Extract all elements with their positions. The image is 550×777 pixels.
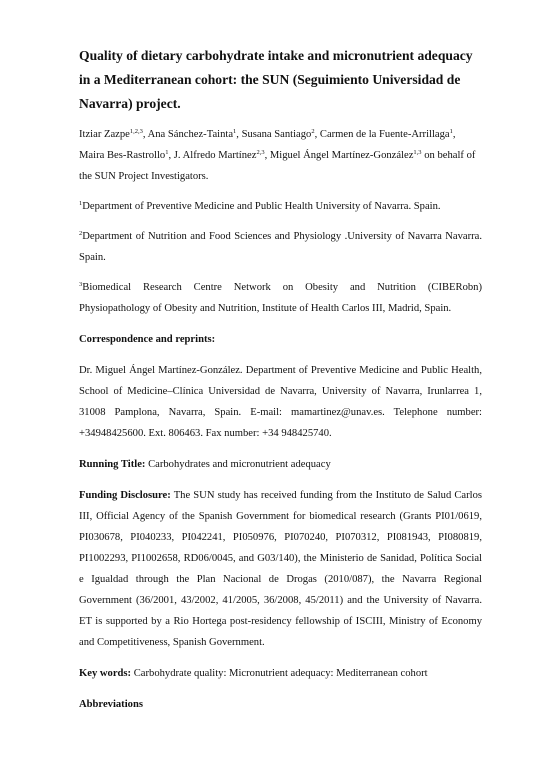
correspondence-heading	[79, 329, 482, 350]
affiliation-text: Biomedical Research Centre Network on Obesity and Nutrition (CIBERobn) Physiopathology of Obesity and Nutrition, Institute of Health Carlos III, Madrid, Spain.	[79, 282, 482, 314]
keywords-text: Carbohydrate quality: Micronutrient adequacy: Mediterranean cohort	[131, 668, 428, 679]
author-name: Itziar Zazpe	[79, 129, 130, 140]
author-separator: ,	[168, 150, 174, 161]
funding-label: Funding Disclosure:	[79, 490, 171, 501]
affiliation-text: Department of Preventive Medicine and Public Health University of Navarra. Spain.	[82, 201, 441, 212]
affiliation-number: 2	[79, 230, 83, 237]
author-separator: ,	[314, 129, 320, 140]
author-name: J. Alfredo Martínez	[173, 150, 257, 161]
author-affiliation-mark: 2,3	[256, 149, 265, 156]
affiliation-text: Department of Nutrition and Food Sciences and Physiology .University of Navarra Navarra. Spain.	[79, 231, 482, 263]
author-separator: ,	[142, 129, 148, 140]
correspondence-text: Dr. Miguel Ángel Martínez-González. Department of Preventive Medicine and Public Health, School of Medicine–Clínica Universidad de Navarra, University of Navarra, Irunlarrea 1, 31008 Pamplona, Navarra, Spain. E-mail: mamartinez@unav.es. Telephone number: +34948425600. Ext. 806463. Fax number: +34 948425740.	[79, 365, 482, 439]
author-affiliation-mark: 1	[165, 149, 169, 156]
affiliation-2	[79, 226, 482, 268]
abbreviations-heading-text: Abbreviations	[79, 699, 143, 710]
author-name: Ana Sánchez-Tainta	[147, 129, 234, 140]
keywords-label: Key words:	[79, 668, 132, 679]
authors-suffix: on behalf of the SUN Project Investigators.	[79, 150, 476, 182]
affiliation-3	[79, 277, 482, 319]
keywords	[79, 663, 482, 684]
author-affiliation-mark: 1	[449, 128, 453, 135]
author-affiliation-mark: 1	[233, 128, 237, 135]
author-affiliation-mark: 1,3	[413, 149, 422, 156]
author-name: Carmen de la Fuente-Arrillaga	[319, 129, 450, 140]
running-title-text: Carbohydrates and micronutrient adequacy	[145, 459, 331, 470]
author-name: Miguel Ángel Martínez-González	[269, 150, 414, 161]
author-separator: ,	[236, 129, 242, 140]
funding-disclosure	[79, 485, 482, 653]
affiliation-1	[79, 196, 482, 217]
affiliation-number: 1	[79, 200, 83, 207]
author-list	[79, 124, 482, 187]
funding-text: The SUN study has received funding from the Instituto de Salud Carlos III, Official Agency of the Spanish Government for biomedical research (Grants PI01/0619, PI030678, PI040233, PI042241, PI050976, PI070240, PI070312, PI081943, PI080819, PI1002293, PI1002658, RD06/0045, and G03/140), the Ministerio de Sanidad, Política Social e Igualdad through the Plan Nacional de Drogas (2010/087), the Navarra Regional Government (36/2001, 43/2002, 41/2005, 36/2008, 45/2011) and the University of Navarra. ET is supported by a Rio Hortega post-residency fellowship of ISCIII, Ministry of Economy and Competitiveness, Spanish Government.	[79, 490, 483, 648]
author-separator: ,	[264, 150, 270, 161]
author-separator: ,	[452, 129, 456, 140]
running-title-label: Running Title:	[79, 459, 146, 470]
author-affiliation-mark: 2	[311, 128, 315, 135]
author-name: Susana Santiago	[241, 129, 312, 140]
author-name: Maira Bes-Rastrollo	[79, 150, 166, 161]
author-affiliation-mark: 1,2,3	[129, 128, 143, 135]
running-title	[79, 454, 482, 475]
correspondence-heading-text: Correspondence and reprints:	[79, 334, 216, 345]
paper-title: Quality of dietary carbohydrate intake and micronutrient adequacy in a Mediterranean cohort: the SUN (Seguimiento Universidad de Navarra) project.	[79, 48, 473, 111]
affiliation-number: 3	[79, 281, 83, 288]
abbreviations-heading	[79, 694, 482, 715]
